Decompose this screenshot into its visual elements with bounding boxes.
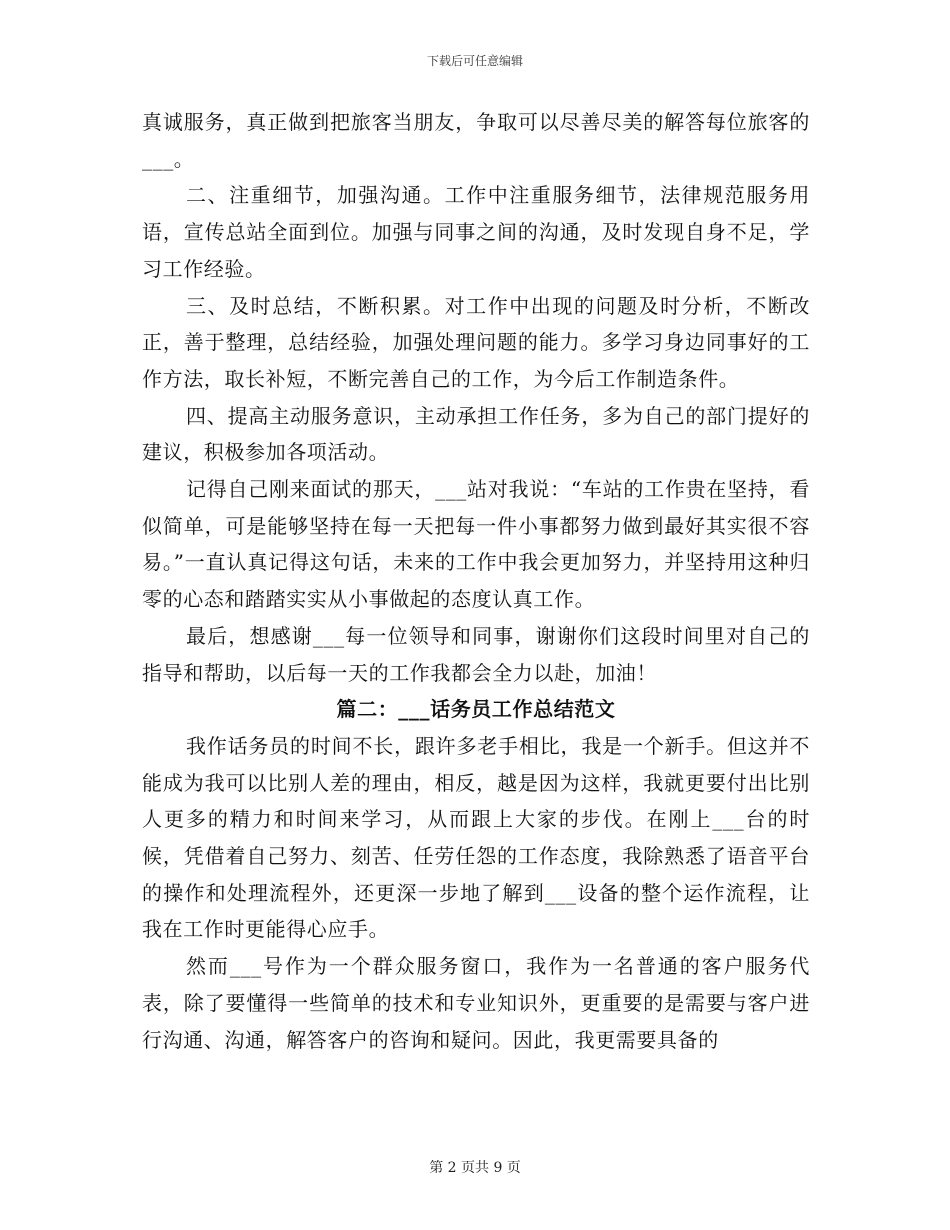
paragraph: 四、提高主动服务意识，主动承担工作任务，多为自己的部门提好的建议，积极参加各项活动。 (142, 403, 810, 465)
document-body (142, 104, 810, 1058)
paragraph: 二、注重细节，加强沟通。工作中注重服务细节，法律规范服务用语，宣传总站全面到位。加强与同事之间的沟通，及时发现自身不足，学习工作经验。 (142, 183, 810, 281)
page-footer: 第 2 页共 9 页 (429, 1160, 521, 1176)
paragraph: 真诚服务，真正做到把旅客当朋友，争取可以尽善尽美的解答每位旅客的___。 (142, 110, 810, 171)
paragraph: 三、及时总结，不断积累。对工作中出现的问题及时分析，不断改正，善于整理，总结经验，加强处理问题的能力。多学习身边同事好的工作方法，取长补短，不断完善自己的工作，为今后工作制造条件。 (142, 293, 810, 391)
section-title: 篇二：___话务员工作总结范文 (336, 697, 616, 722)
paragraph: 最后，想感谢___每一位领导和同事，谢谢你们这段时间里对自己的指导和帮助，以后每一天的工作我都会全力以赴，加油！ (142, 623, 810, 685)
page-header: 下载后可任意编辑 (426, 54, 523, 68)
paragraph: 然而___号作为一个群众服务窗口，我作为一名普通的客户服务代表，除了要懂得一些简单的技术和专业知识外，更重要的是需要与客户进行沟通、沟通，解答客户的咨询和疑问。因此，我更需要具备的 (142, 954, 810, 1052)
paragraph: 记得自己刚来面试的那天，___站对我说：“车站的工作贵在坚持，看似简单，可是能够坚持在每一天把每一件小事都努力做到最好其实很不容易。”一直认真记得这句话，未来的工作中我会更加努力，并坚持用这种归零的心态和踏踏实实从小事做起的态度认真工作。 (142, 477, 810, 612)
paragraph: 我作话务员的时间不长，跟许多老手相比，我是一个新手。但这并不能成为我可以比别人差的理由，相反，越是因为这样，我就更要付出比别人更多的精力和时间来学习，从而跟上大家的步伐。在刚上___台的时候，凭借着自己努力、刻苦、任劳任怨的工作态度，我除熟悉了语音平台的操作和处理流程外，还更深一步地了解到___设备的整个运作流程，让我在工作时更能得心应手。 (142, 733, 810, 942)
